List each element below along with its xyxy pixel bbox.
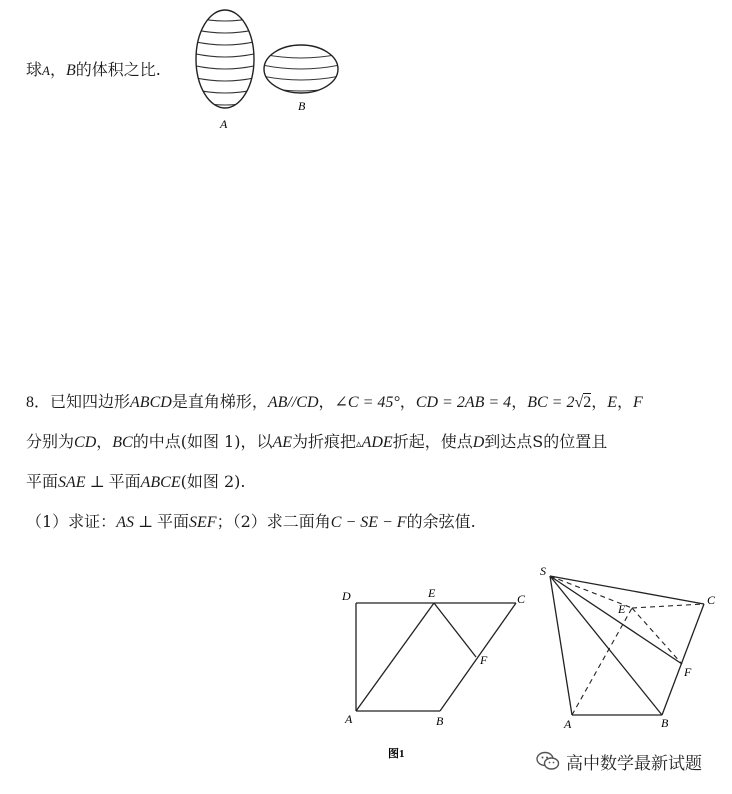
figure-2: [528, 556, 732, 736]
fig1-label-e: E: [428, 586, 436, 600]
fig2-label-f: F: [684, 665, 692, 679]
fig2-label-c: C: [707, 593, 716, 607]
fig1-label-a: A: [345, 712, 353, 726]
text-segment: ，: [318, 392, 335, 411]
figure-2-dashed-lines: [550, 576, 704, 715]
fig2-label-s: S: [540, 564, 546, 578]
top-sep: ，: [49, 60, 66, 79]
math-sae: SAE: [58, 474, 86, 491]
ball-a-label: A: [220, 117, 228, 131]
top-line-prefix: 球: [26, 60, 43, 79]
text-segment: ；（2）求二面角: [216, 512, 331, 531]
top-label-b: B: [65, 62, 76, 79]
perp-symbol: ⊥: [85, 474, 109, 491]
math-bc-eq: BC = 2: [527, 394, 575, 411]
fig1-label-f: F: [480, 653, 488, 667]
figure-1: [330, 582, 530, 767]
math-as: AS: [116, 514, 134, 531]
text-segment: 折起，使点: [392, 432, 473, 451]
text-segment: 平面: [26, 472, 59, 491]
math-abcd: ABCD: [130, 394, 172, 411]
top-line: [26, 60, 161, 81]
text-segment: 的中点(如图 1)，以: [132, 432, 273, 451]
text-segment: ，: [96, 432, 113, 451]
text-segment: ，: [399, 392, 416, 411]
text-segment: 是直角梯形，: [171, 392, 268, 411]
fig2-label-e: E: [618, 602, 626, 616]
problem-line-1: [26, 392, 643, 413]
fig1-caption: 图1: [388, 748, 405, 760]
fig1-label-c: C: [517, 592, 526, 606]
text-segment: 平面: [108, 472, 141, 491]
sqrt-sign: √: [574, 394, 584, 411]
text-segment: ，: [591, 392, 608, 411]
text-segment: ，: [617, 392, 634, 411]
text-segment: 的余弦值.: [406, 512, 476, 531]
text-segment: 分别为: [26, 432, 75, 451]
text-segment: 到达点S的位置且: [484, 432, 608, 451]
math-sqrt-arg: 2: [583, 394, 592, 411]
math-bc: BC: [112, 434, 133, 451]
math-abce: ABCE: [140, 474, 181, 491]
fig2-label-a: A: [564, 717, 572, 731]
problem-line-3: [26, 472, 245, 493]
watermark-text: 高中数学最新试题: [566, 753, 702, 774]
figure-1-lines: [356, 603, 516, 711]
problem-number: 8．: [26, 394, 51, 411]
math-cd-eq: CD = 2AB = 4: [415, 394, 512, 411]
balls-figure: [188, 4, 348, 134]
text-segment: （1）求证：: [26, 512, 117, 531]
ball-b-shape: [262, 45, 340, 93]
watermark: [536, 748, 702, 774]
fig1-label-b: B: [436, 714, 444, 728]
math-d: D: [472, 434, 485, 451]
text-segment: 为折痕把: [292, 432, 357, 451]
math-cd: CD: [74, 434, 97, 451]
math-sef: SEF: [189, 514, 217, 531]
math-ae: AE: [272, 434, 293, 451]
problem-line-4: [26, 512, 476, 533]
ball-a-shape: [188, 10, 262, 108]
problem-line-2: [26, 432, 607, 454]
perp-symbol: ⊥: [133, 514, 158, 531]
top-line-suffix: 的体积之比.: [75, 60, 161, 79]
math-f: F: [633, 394, 643, 411]
figure-2-solid-lines: [550, 576, 704, 715]
wechat-icon: [536, 751, 560, 771]
math-e: E: [607, 394, 618, 411]
fig1-label-d: D: [342, 589, 351, 603]
math-dihedral: C − SE − F: [330, 514, 407, 531]
ball-b-label: B: [298, 99, 306, 113]
text-segment: 已知四边形: [50, 392, 131, 411]
fig2-label-b: B: [661, 716, 669, 730]
text-segment: 平面: [157, 512, 190, 531]
triangle-symbol: ▵: [356, 438, 362, 450]
top-label-a: A: [42, 63, 50, 78]
text-segment: ，: [511, 392, 528, 411]
text-segment: (如图 2).: [180, 472, 246, 491]
math-angle: ∠C = 45°: [334, 394, 400, 411]
math-parallel: AB//CD: [267, 394, 319, 411]
math-ade: ADE: [361, 434, 393, 451]
